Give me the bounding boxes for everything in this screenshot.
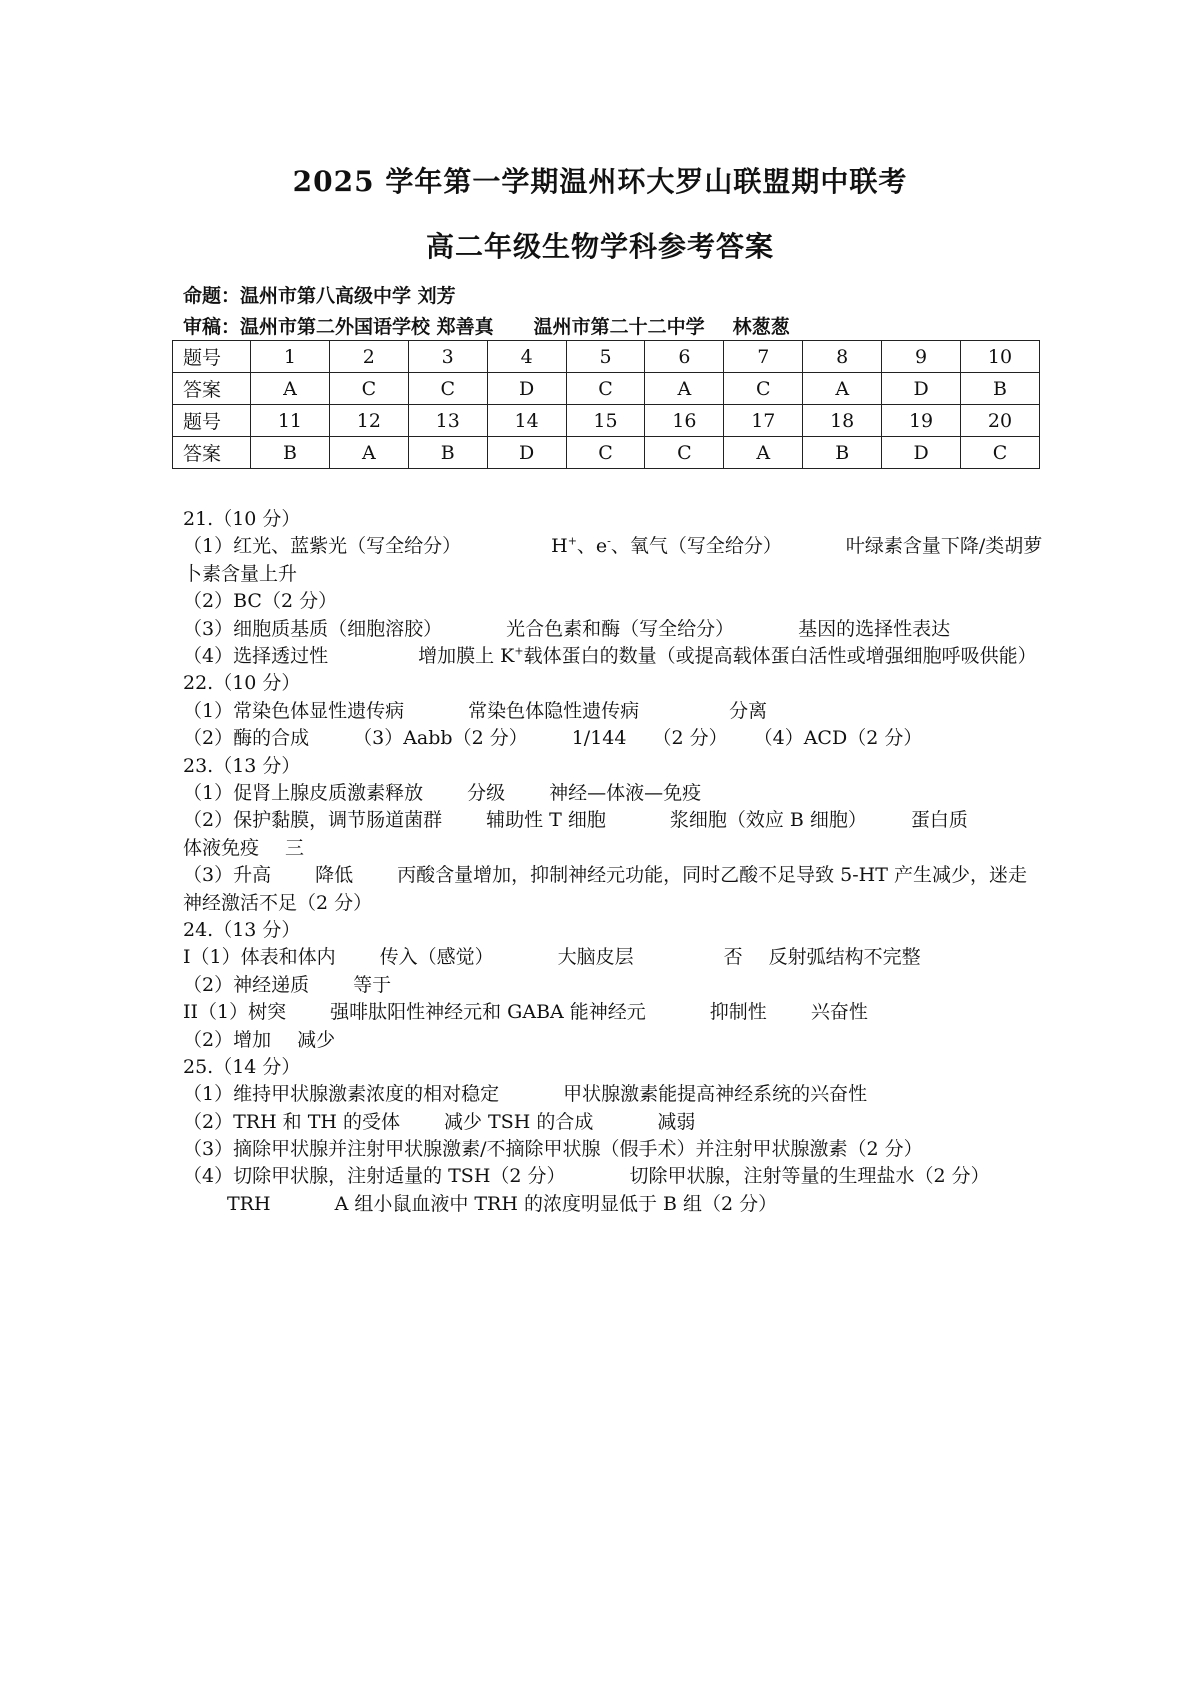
- answer-cell: C: [566, 373, 645, 405]
- q25-part4-conclusion: TRH A 组小鼠血液中 TRH 的浓度明显低于 B 组（2 分）: [227, 1192, 778, 1215]
- question-number: 15: [566, 405, 645, 437]
- question-label: 题号: [173, 341, 251, 373]
- answer-cell: A: [803, 373, 882, 405]
- question-number: 1: [251, 341, 330, 373]
- question-label: 题号: [173, 405, 251, 437]
- question-number: 14: [487, 405, 566, 437]
- answer-table: [172, 340, 1040, 469]
- answer-label: 答案: [173, 373, 251, 405]
- q21-part2: （2）BC（2 分）: [183, 590, 338, 613]
- table-row-numbers-2: [173, 405, 1040, 437]
- q24-I-part2: （2）神经递质 等于: [183, 973, 392, 996]
- answer-cell: C: [724, 373, 803, 405]
- page-title: 2025 学年第一学期温州环大罗山联盟期中联考: [292, 165, 908, 198]
- question-number: 2: [329, 341, 408, 373]
- answer-cell: C: [408, 373, 487, 405]
- author-line: 命题：温州市第八高级中学 刘芳: [183, 285, 456, 307]
- q25-part1: （1）维持甲状腺激素浓度的相对稳定 甲状腺激素能提高神经系统的兴奋性: [183, 1083, 868, 1106]
- q25-part3: （3）摘除甲状腺并注射甲状腺激素/不摘除甲状腺（假手术）并注射甲状腺激素（2 分）: [183, 1138, 923, 1161]
- question-number: 10: [961, 341, 1040, 373]
- answer-cell: A: [329, 437, 408, 469]
- reviewer-name-2: 林葱葱: [732, 316, 790, 338]
- table-row-answers-2: [173, 437, 1040, 469]
- answer-cell: B: [803, 437, 882, 469]
- question-number: 12: [329, 405, 408, 437]
- answer-cell: C: [961, 437, 1040, 469]
- answer-cell: C: [566, 437, 645, 469]
- q25-part2: （2）TRH 和 TH 的受体 减少 TSH 的合成 减弱: [183, 1110, 696, 1133]
- question-number: 19: [882, 405, 961, 437]
- q22-part2-4: （2）酶的合成 （3）Aabb（2 分） 1/144 （2 分） （4）ACD（2 分）: [183, 727, 923, 750]
- q23-part1: （1）促肾上腺皮质激素释放 分级 神经—体液—免疫: [183, 781, 702, 804]
- answer-cell: D: [487, 373, 566, 405]
- answer-label: 答案: [173, 437, 251, 469]
- page-subtitle: 高二年级生物学科参考答案: [425, 230, 774, 263]
- q23-part2: （2）保护黏膜，调节肠道菌群 辅助性 T 细胞 浆细胞（效应 B 细胞） 蛋白质 体液免疫 三: [183, 809, 968, 859]
- question-number: 7: [724, 341, 803, 373]
- answer-cell: B: [408, 437, 487, 469]
- q24-heading: 24.（13 分）: [183, 918, 301, 941]
- q21-heading: 21.（10 分）: [183, 508, 301, 530]
- q21-part1: （1）红光、蓝紫光（写全给分） H+、e-、氧气（写全给分） 叶绿素含量下降/类胡萝卜素含量上升: [183, 535, 1043, 585]
- answer-cell: C: [329, 373, 408, 405]
- question-number: 6: [645, 341, 724, 373]
- question-number: 17: [724, 405, 803, 437]
- q24-I-part1: I（1）体表和体内 传入（感觉） 大脑皮层 否 反射弧结构不完整: [183, 946, 921, 969]
- question-number: 9: [882, 341, 961, 373]
- answer-cell: D: [882, 437, 961, 469]
- answer-cell: A: [724, 437, 803, 469]
- answers-body: [183, 506, 1043, 1218]
- reviewer-1: 审稿：温州市第二外国语学校 郑善真: [183, 316, 494, 338]
- question-number: 13: [408, 405, 487, 437]
- question-number: 16: [645, 405, 724, 437]
- answer-cell: A: [645, 373, 724, 405]
- question-number: 8: [803, 341, 882, 373]
- question-number: 20: [961, 405, 1040, 437]
- answer-cell: D: [882, 373, 961, 405]
- q21-part3: （3）细胞质基质（细胞溶胶） 光合色素和酶（写全给分） 基因的选择性表达: [183, 617, 951, 640]
- answer-cell: C: [645, 437, 724, 469]
- question-number: 11: [251, 405, 330, 437]
- answer-cell: B: [251, 437, 330, 469]
- q24-II-part2: （2）增加 减少: [183, 1028, 336, 1051]
- q23-part3: （3）升高 降低 丙酸含量增加，抑制神经元功能，同时乙酸不足导致 5-HT 产生减少，迷走神经激活不足（2 分）: [183, 864, 1027, 914]
- q25-part4: （4）切除甲状腺，注射适量的 TSH（2 分） 切除甲状腺，注射等量的生理盐水（2 分）: [183, 1165, 990, 1188]
- question-number: 5: [566, 341, 645, 373]
- q22-heading: 22.（10 分）: [183, 672, 301, 695]
- table-row-numbers-1: [173, 341, 1040, 373]
- q24-II-part1: II（1）树突 强啡肽阳性神经元和 GABA 能神经元 抑制性 兴奋性: [183, 1001, 868, 1024]
- question-number: 18: [803, 405, 882, 437]
- answer-cell: A: [251, 373, 330, 405]
- question-number: 3: [408, 341, 487, 373]
- q25-heading: 25.（14 分）: [183, 1055, 301, 1078]
- q22-part1: （1）常染色体显性遗传病 常染色体隐性遗传病 分离: [183, 699, 768, 722]
- question-number: 4: [487, 341, 566, 373]
- table-row-answers-1: [173, 373, 1040, 405]
- answer-cell: B: [961, 373, 1040, 405]
- q23-heading: 23.（13 分）: [183, 754, 301, 777]
- answer-cell: D: [487, 437, 566, 469]
- reviewer-school-2: 温州市第二十二中学: [533, 316, 705, 338]
- q21-part4: （4）选择透过性 增加膜上 K+载体蛋白的数量（或提高载体蛋白活性或增强细胞呼吸供能）: [183, 644, 1037, 667]
- reviewer-line: [183, 312, 790, 339]
